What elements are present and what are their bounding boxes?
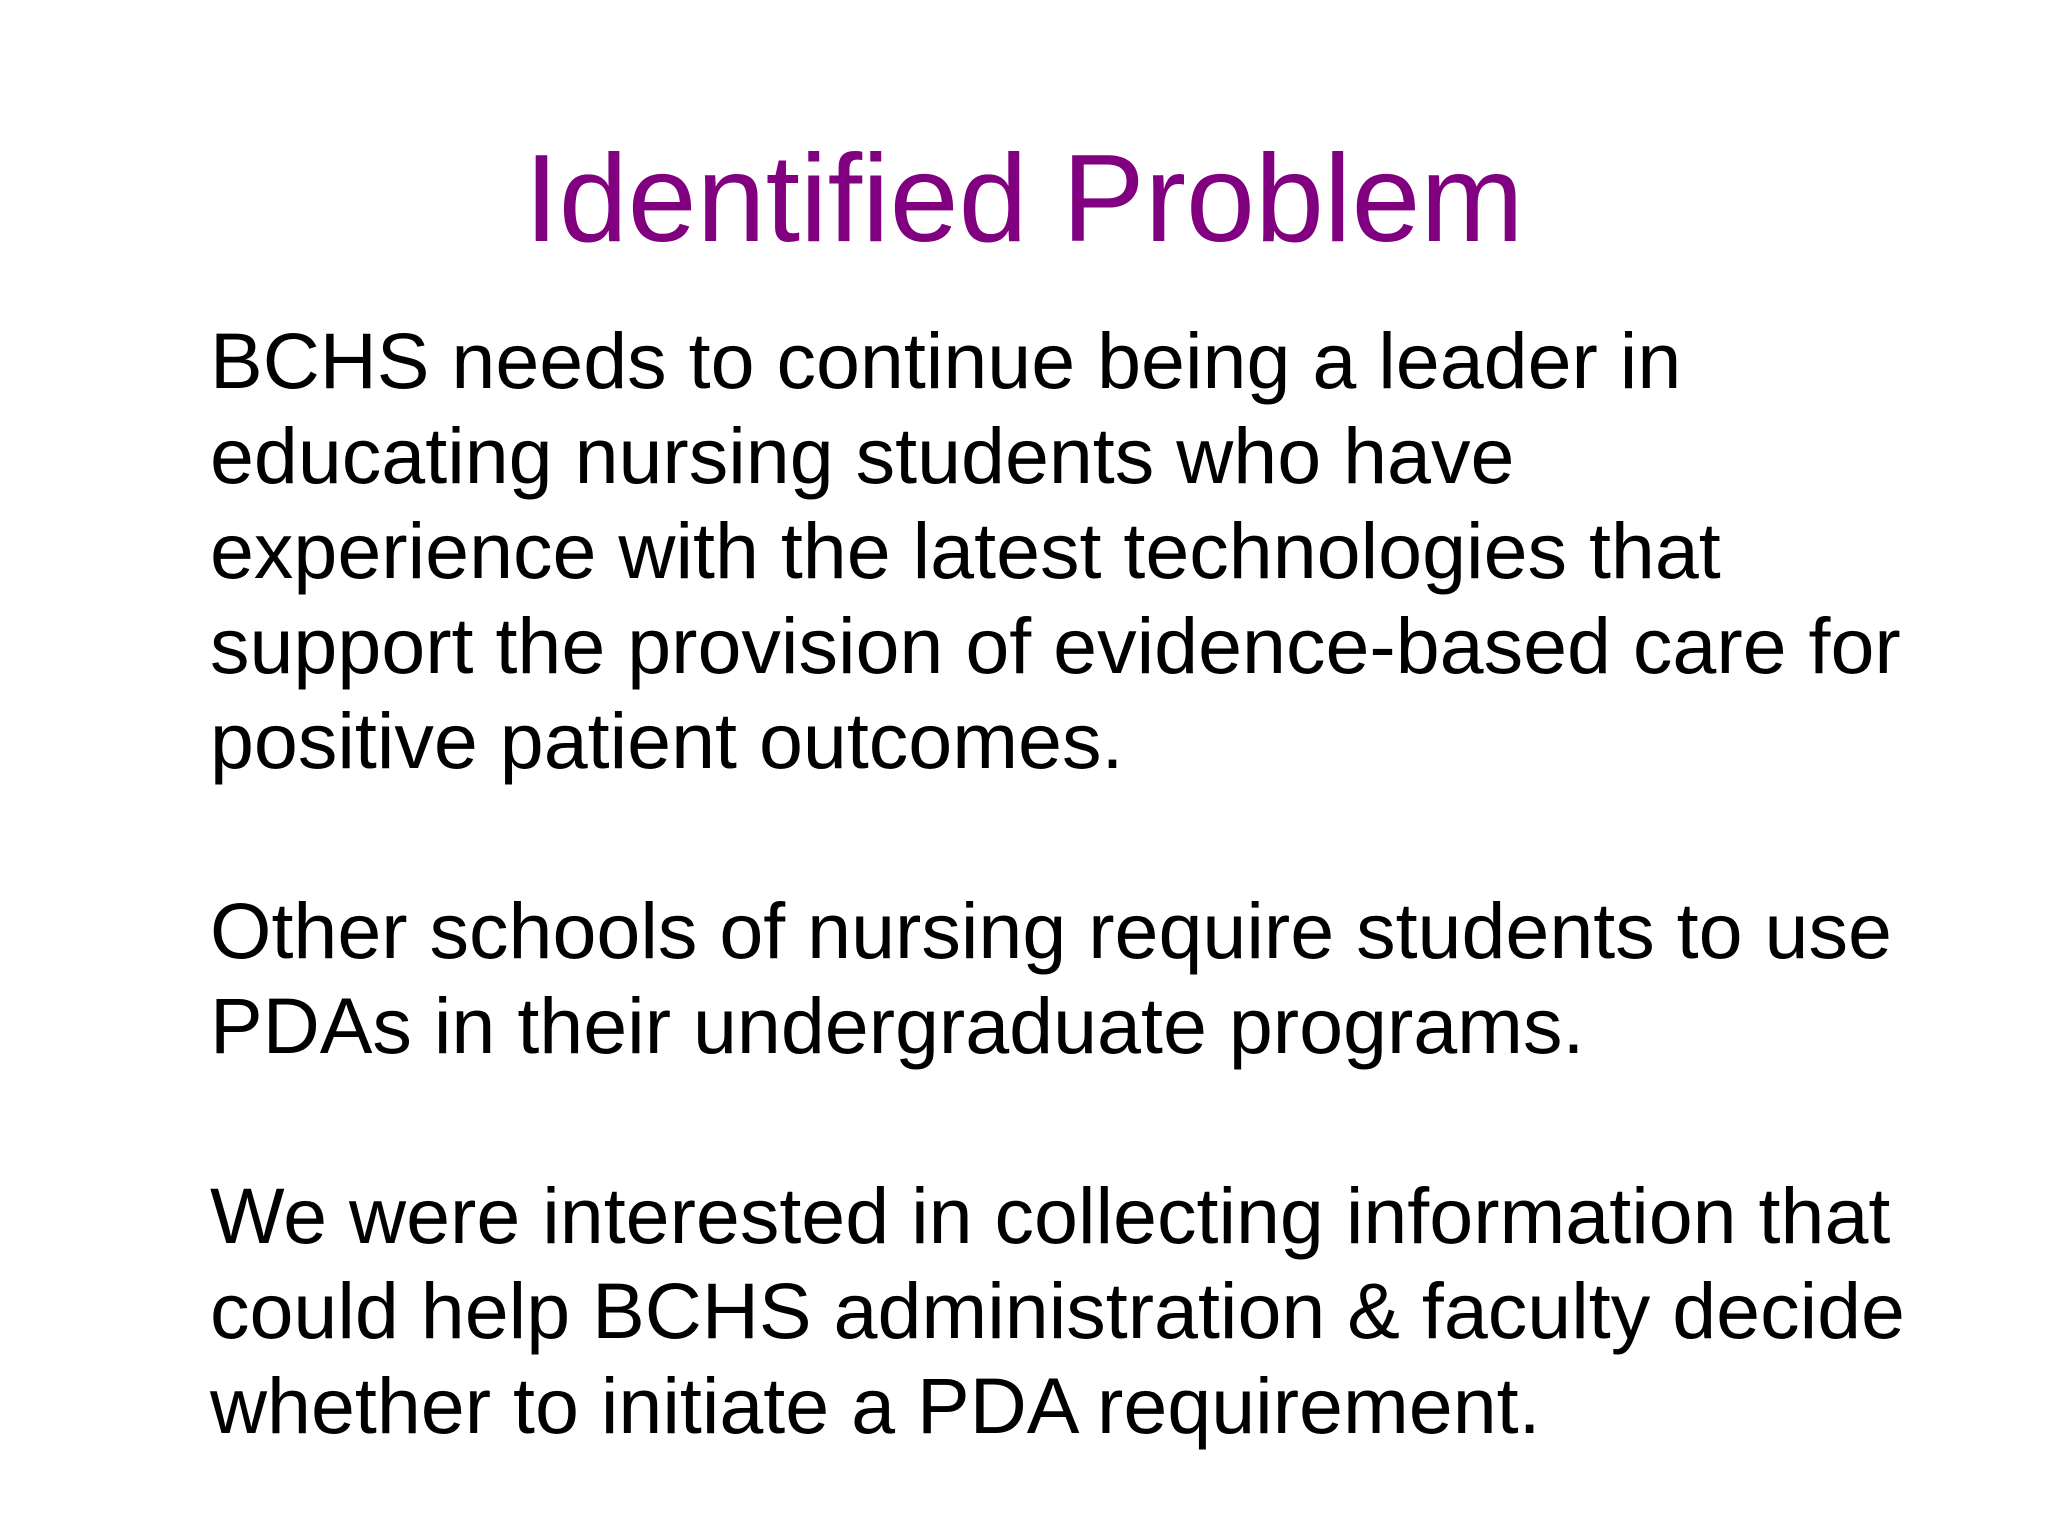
paragraph-spacer (210, 788, 1970, 883)
slide-body (210, 313, 1970, 1453)
paragraph-leader: BCHS needs to continue being a leader in educating nursing students who have experience with the latest technologies that support the provision of evidence-based care for positive patient outcomes. (210, 316, 1901, 785)
slide-title: Identified Problem (524, 130, 1524, 268)
paragraph-interest: We were interested in collecting information that could help BCHS administration & faculty decide whether to initiate a PDA requirement. (210, 1171, 1905, 1450)
paragraph-other-schools: Other schools of nursing require students to use PDAs in their undergraduate programs. (210, 886, 1892, 1070)
paragraph-spacer (210, 1073, 1970, 1168)
